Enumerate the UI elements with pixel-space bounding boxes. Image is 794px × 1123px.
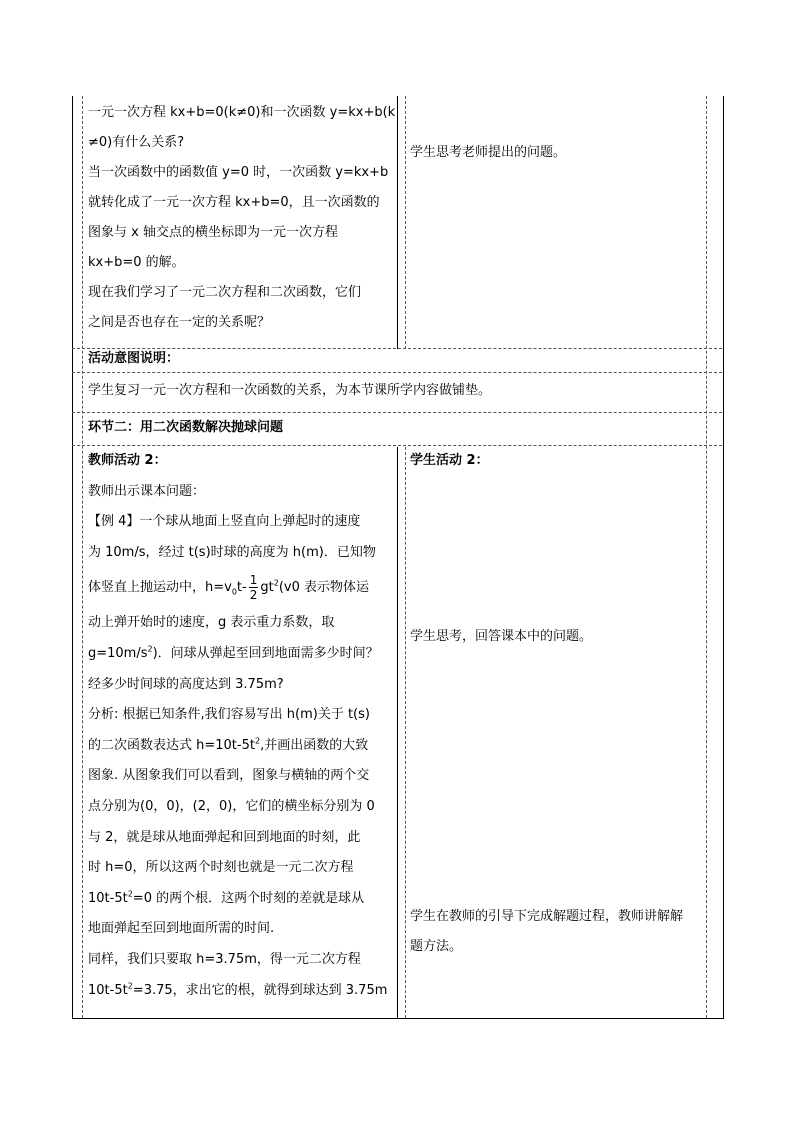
text-line: 一元一次方程 kx+b=0(k≠0)和一次函数 y=kx+b(k xyxy=(88,105,396,120)
intent-text: 学生复习一元一次方程和一次函数的关系，为本节课所学内容做铺垫。 xyxy=(88,383,492,398)
teacher-activity-text: 教师活动 2： 教师出示课本问题： 【例 4】一个球从地面上竖直向上弹起时的速度 为 10m/s，经过 t(s)时球的高度为 h(m)．已知物 体竖直上抛运动中，$h=v_0t-$ $\frac{1}{2}$ $gt^2(v0$ 表示物体运 动上弹开始时的速度，g 表示重力系数，取 $g=10m/s^2$)．问球从弹起至回到地面需多少时间？ 经多少时间球的高度达到 3.75m? 分析: 根据已知条件,我们容易写出 h(m)关于 t(s) 的二次函数表达式 $h=10t-5t^2$,并画出函数的大致 图象. 从图象我们可以看到，图象与横轴的两个交 点分别为(0，0)，(2，0)，它们的横坐标分别为 0 与 2，就是球从地面弹起和回到地面的时刻，此 时 h=0，所以这两个时刻也就是一元二次方程 $10t-5t^2=0$ 的两个根．这两个时刻的差就是球从 地面弹起至回到地面所需的时间. 同样，我们只要取 h=3.75m，得一元二次方程 $10t-5t^2=3.75$，求出它的根，就得到球达到 3.75m xyxy=(88,446,393,1006)
column-divider xyxy=(405,447,406,1018)
student-activity-guided: 学生在教师的引导下完成解题过程，教师讲解解 题方法。 xyxy=(410,909,684,954)
cell-border xyxy=(706,96,707,1018)
student-activity-title: 学生活动 2： xyxy=(410,453,489,468)
step2-title: 环节二：用二次函数解决抛球问题 xyxy=(88,420,284,435)
column-divider xyxy=(405,96,406,349)
text-line: ≠0)有什么关系? xyxy=(88,135,185,150)
intent-title: 活动意图说明： xyxy=(88,351,180,366)
text-line: 当一次函数中的函数值 y=0 时，一次函数 y=kx+b xyxy=(88,165,389,180)
text-line: kx+b=0 的解。 xyxy=(88,255,185,270)
text-line: 图象与 x 轴交点的横坐标即为一元一次方程 xyxy=(88,225,338,240)
column-divider xyxy=(397,96,398,349)
column-divider xyxy=(397,447,398,1018)
formula-line: 体竖直上抛运动中，$h=v_0t-$ $\frac{1}{2}$ $gt^2(v0$ 表示物体运 xyxy=(88,573,369,603)
cell-border xyxy=(82,96,83,1018)
teacher-activity-title: 教师活动 2： xyxy=(88,453,167,468)
text-line: 现在我们学习了一元二次方程和二次函数，它们 xyxy=(88,285,362,300)
text-line: 之间是否也存在一定的关系呢？ xyxy=(88,315,271,330)
text-line: 就转化成了一元一次方程 kx+b=0，且一次函数的 xyxy=(88,195,380,210)
fraction-half: $\frac{1}{2}$ xyxy=(249,573,258,603)
student-activity-answer: 学生思考，回答课本中的问题。 xyxy=(410,629,593,644)
student-response-text: 学生思考老师提出的问题。 xyxy=(410,145,567,160)
review-question-text xyxy=(88,98,396,338)
